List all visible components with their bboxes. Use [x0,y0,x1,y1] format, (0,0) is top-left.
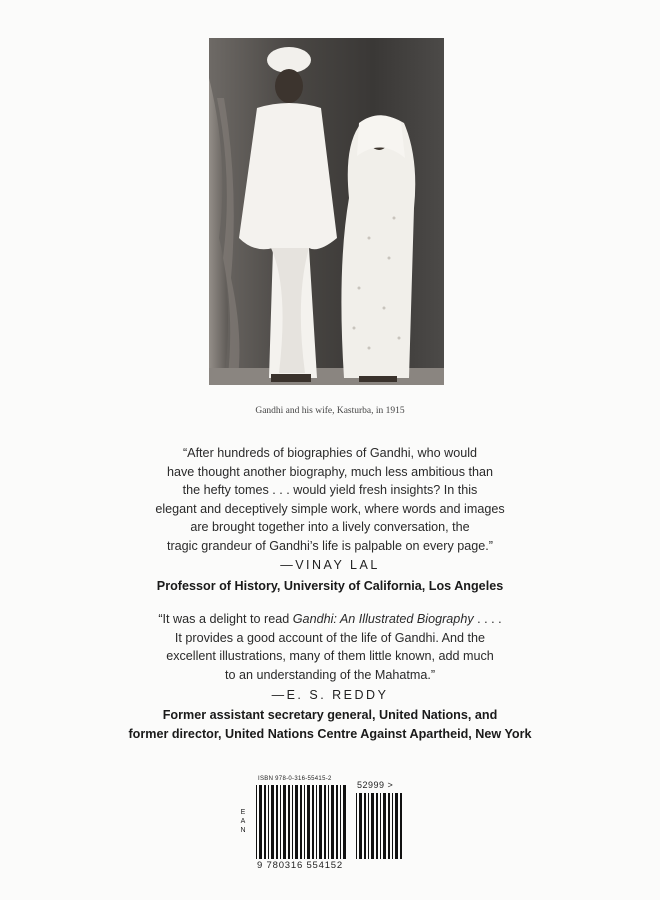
barcode-bar [316,785,317,859]
quote-line: have thought another biography, much less ambitious than [166,464,493,479]
barcode-bar [324,785,326,859]
barcode-bar [343,785,346,859]
barcode-bar [264,785,266,859]
barcode-bar [383,793,386,859]
barcode-bar [271,785,274,859]
photo-gandhi-kasturba [209,38,444,385]
barcode-bar [307,785,310,859]
photo-caption: Gandhi and his wife, Kasturba, in 1915 [255,406,405,416]
barcode-bar [292,785,293,859]
barcode-bar [371,793,374,859]
quote-line: tragic grandeur of Gandhi’s life is palpable on every page.” [166,538,493,553]
barcode-bar [388,793,390,859]
quote-affiliation-reddy [40,706,620,743]
affiliation-line: Professor of History, University of California, Los Angeles [156,579,504,593]
blurb-quote-reddy [60,610,600,684]
barcode-bar [268,785,269,859]
quote-line: to an understanding of the Mahatma.” [224,667,436,682]
barcode-bar [376,793,378,859]
quote-line: the hefty tomes . . . would yield fresh insights? In this [182,483,478,498]
barcode-bar [380,793,381,859]
ean-label [238,808,248,835]
quote-author-reddy: —E. S. REDDY [271,688,389,702]
quote-line: elegant and deceptively simple work, where words and images [155,501,505,516]
barcode-bar [295,785,298,859]
barcode-bar [319,785,322,859]
barcode-bar [259,785,262,859]
ean-letter: A [240,818,246,825]
barcode-bar [288,785,290,859]
barcode-bar [340,785,341,859]
barcode-bar [364,793,366,859]
barcode-bar [283,785,286,859]
barcode-bar [359,793,362,859]
barcode-bar [304,785,305,859]
barcode-bar [328,785,329,859]
quote-line: It provides a good account of the life of Gandhi. And the [174,630,486,645]
barcode-bar [300,785,302,859]
quote-line [60,610,600,629]
barcode-bar [280,785,281,859]
barcode-bar [331,785,334,859]
barcode-bar [256,785,257,859]
barcode-ean13 [256,785,348,859]
barcode-bar [400,793,402,859]
quote-affiliation-lal [40,577,620,596]
ean-letter: N [240,827,246,834]
barcode-bar [356,793,357,859]
quote-ellipsis: . . . . [477,612,502,626]
blurb-quote-lal [60,444,600,556]
isbn-label: ISBN 978-0-316-55415-2 [258,776,332,782]
barcode-bar [336,785,338,859]
barcode-bar [276,785,278,859]
quote-author-lal: —VINAY LAL [280,558,380,572]
barcode-bar [368,793,369,859]
affiliation-line: former director, United Nations Centre Against Apartheid, New York [128,726,532,741]
cover-photograph [209,38,444,385]
price-code: 52999 > [357,780,394,790]
book-title: Gandhi: An Illustrated Biography [292,612,474,626]
barcode-addon [356,793,404,859]
quote-line: excellent illustrations, many of them little known, add much [166,649,494,664]
ean-letter: E [240,809,246,816]
quote-text: “It was a delight to read [158,612,293,626]
barcode-number: 9 780316 554152 [257,860,343,871]
quote-line: are brought together into a lively conversation, the [190,520,470,535]
barcode-bar [395,793,398,859]
barcode-bar [392,793,393,859]
affiliation-line: Former assistant secretary general, United Nations, and [162,708,498,722]
quote-line: “After hundreds of biographies of Gandhi, who would [182,446,478,460]
barcode-bar [312,785,314,859]
